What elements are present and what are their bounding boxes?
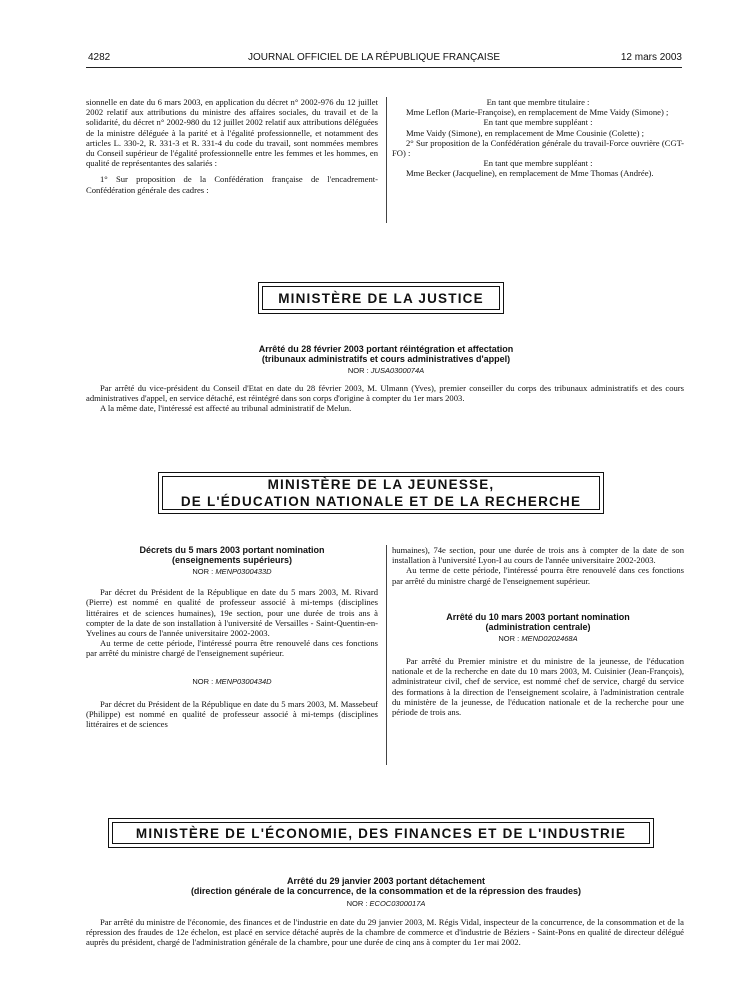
paragraph: En tant que membre titulaire : (486, 97, 590, 107)
nor-code: MENP0300433D (215, 567, 272, 576)
issue-date: 12 mars 2003 (620, 52, 682, 63)
top-left-column (86, 97, 378, 195)
paragraph: Par décret du Président de la République en date du 5 mars 2003, M. Rivard (Pierre) est nommé en qualité de professeur associé à mi-temps (disciplines littéraires et de sciences humaines), 19e section, pour une durée de trois ans à compter de la date de son installation à l'université de Versailles - Saint-Quentin-en-Yvelines au cours de l'année universitaire 2002-2003. (86, 587, 378, 639)
ministry-name: MINISTÈRE DE L'ÉCONOMIE, DES FINANCES ET DE L'INDUSTRIE (135, 825, 627, 841)
arrete-title (392, 612, 684, 632)
nor-code: MENP0300434D (215, 676, 272, 686)
nor-code: JUSA0300074A (370, 366, 425, 375)
paragraph: Par arrêté du Premier ministre et du ministre de la jeunesse, de l'éducation nationale et de la recherche en date du 10 mars 2003, M. Cuisinier (Jean-François), administrateur civil, chef de service, est nommé chef de service, chargé du service des formations à la direction de l'enseignement scolaire, à l'administration centrale du ministère de la jeunesse, de l'éducation nationale et de la recherche pour une période de trois ans. (392, 656, 684, 718)
ministry-banner-education (158, 472, 604, 514)
nor-label: NOR : (347, 366, 369, 375)
page-number: 4282 (88, 52, 111, 63)
paragraph: Au terme de cette période, l'intéressé pourra être renouvelé dans ces fonctions par arrêté du ministre chargé de l'enseignement supérieur. (86, 638, 378, 659)
nor-reference (86, 677, 378, 687)
education-right-column (392, 545, 684, 717)
paragraph: En tant que membre suppléant : (483, 117, 593, 128)
nor-code: ECOC0300017A (369, 899, 426, 908)
ministry-name: MINISTÈRE DE LA JUSTICE (278, 290, 484, 306)
paragraph: En tant que membre suppléant : (483, 158, 593, 169)
journal-title: JOURNAL OFFICIEL DE LA RÉPUBLIQUE FRANÇAISE (247, 52, 501, 63)
nor-reference (392, 634, 684, 644)
nor-reference (86, 366, 686, 375)
ministry-banner-economie (108, 818, 654, 848)
justice-body (86, 383, 684, 414)
decrets-title (86, 545, 378, 565)
paragraph: Par décret du Président de la République en date du 5 mars 2003, M. Massebeuf (Philippe) est nommé en qualité de professeur associé à mi-temps (disciplines littéraires et de sciences (86, 698, 378, 730)
title-line: Arrêté du 10 mars 2003 portant nomination (446, 611, 630, 622)
paragraph: humaines), 74e section, pour une durée de trois ans à compter de la date de son installation à l'université Lyon-I au cours de l'année universitaire 2002-2003. (392, 545, 684, 566)
column-divider (386, 545, 387, 765)
nor-code: MEND0202468A (521, 633, 578, 643)
title-subline: (tribunaux administratifs et cours administratives d'appel) (261, 354, 511, 364)
column-divider (386, 97, 387, 223)
title-subline: (administration centrale) (485, 621, 591, 632)
paragraph: Par arrêté du ministre de l'économie, des finances et de l'industrie en date du 29 janvier 2003, M. Régis Vidal, inspecteur de la concurrence, de la consommation et de la répression des fraudes de 12e échelon, est placé en service détaché auprès de la chambre de commerce et d'industrie de Béziers - Saint-Pons en qualité de directeur délégué auprès du président, chargé de l'administration générale de la chambre, pour une durée de cinq ans à compter du 1er mai 2002. (86, 917, 684, 948)
ministry-banner-justice (258, 282, 504, 314)
top-right-column (392, 97, 684, 179)
nor-label: NOR : (498, 633, 520, 643)
paragraph: 2° Sur proposition de la Confédération générale du travail-Force ouvrière (CGT-FO) : (392, 137, 684, 159)
header-rule (86, 67, 682, 68)
title-line: Décrets du 5 mars 2003 portant nomination (139, 545, 325, 555)
arrete-title (86, 344, 686, 364)
title-line: Arrêté du 28 février 2003 portant réintégration et affectation (258, 344, 514, 354)
nor-label: NOR : (346, 899, 368, 908)
ministry-name-line1: MINISTÈRE DE LA JEUNESSE, (267, 477, 495, 492)
title-subline: (enseignements supérieurs) (171, 555, 293, 565)
economie-body (86, 917, 684, 948)
nor-reference (86, 899, 686, 908)
paragraph: A la même date, l'intéressé est affecté au tribunal administratif de Melun. (100, 403, 352, 414)
paragraph: Mme Leflon (Marie-Françoise), en remplacement de Mme Vaidy (Simone) ; (406, 107, 669, 118)
ministry-name-line2: DE L'ÉDUCATION NATIONALE ET DE LA RECHERCHE (180, 494, 582, 509)
paragraph: sionnelle en date du 6 mars 2003, en application du décret n° 2002-976 du 12 juillet 2002 relatif aux attributions du ministre des affaires sociales, du travail et de la solidarité, du décret n° 2002-980 du 12 juillet 2002 relatif aux attributions déléguées de la ministre déléguée à la parité et à l'égalité professionnelle, et notamment des articles L. 330-2, R. 331-3 et R. 331-4 du code du travail, sont nommées membres du Conseil supérieur de l'égalité professionnelle entre les femmes et les hommes, en qualité de représentantes des salariés : (86, 97, 378, 169)
paragraph: Par arrêté du vice-président du Conseil d'Etat en date du 28 février 2003, M. Ulmann (Yves), premier conseiller du corps des tribunaux administratifs et des cours administratives d'appel, en service détaché, est réintégré dans son corps d'origine à compter du 1er mars 2003. (86, 383, 684, 404)
title-subline: (direction générale de la concurrence, de la consommation et de la répression des fraudes) (190, 886, 582, 896)
paragraph: 1° Sur proposition de la Confédération française de l'encadrement-Confédération générale des cadres : (86, 174, 378, 195)
title-line: Arrêté du 29 janvier 2003 portant détachement (286, 876, 486, 886)
education-left-column (86, 545, 378, 729)
nor-label: NOR : (192, 676, 214, 686)
paragraph: Mme Becker (Jacqueline), en remplacement de Mme Thomas (Andrée). (406, 168, 654, 179)
arrete-title (86, 876, 686, 896)
paragraph: Mme Vaidy (Simone), en remplacement de Mme Cousinie (Colette) ; (406, 127, 645, 138)
nor-label: NOR : (192, 567, 214, 576)
paragraph: Au terme de cette période, l'intéressé pourra être renouvelé dans ces fonctions par arrêté du ministre chargé de l'enseignement supérieur. (392, 565, 684, 586)
nor-reference (86, 567, 378, 577)
